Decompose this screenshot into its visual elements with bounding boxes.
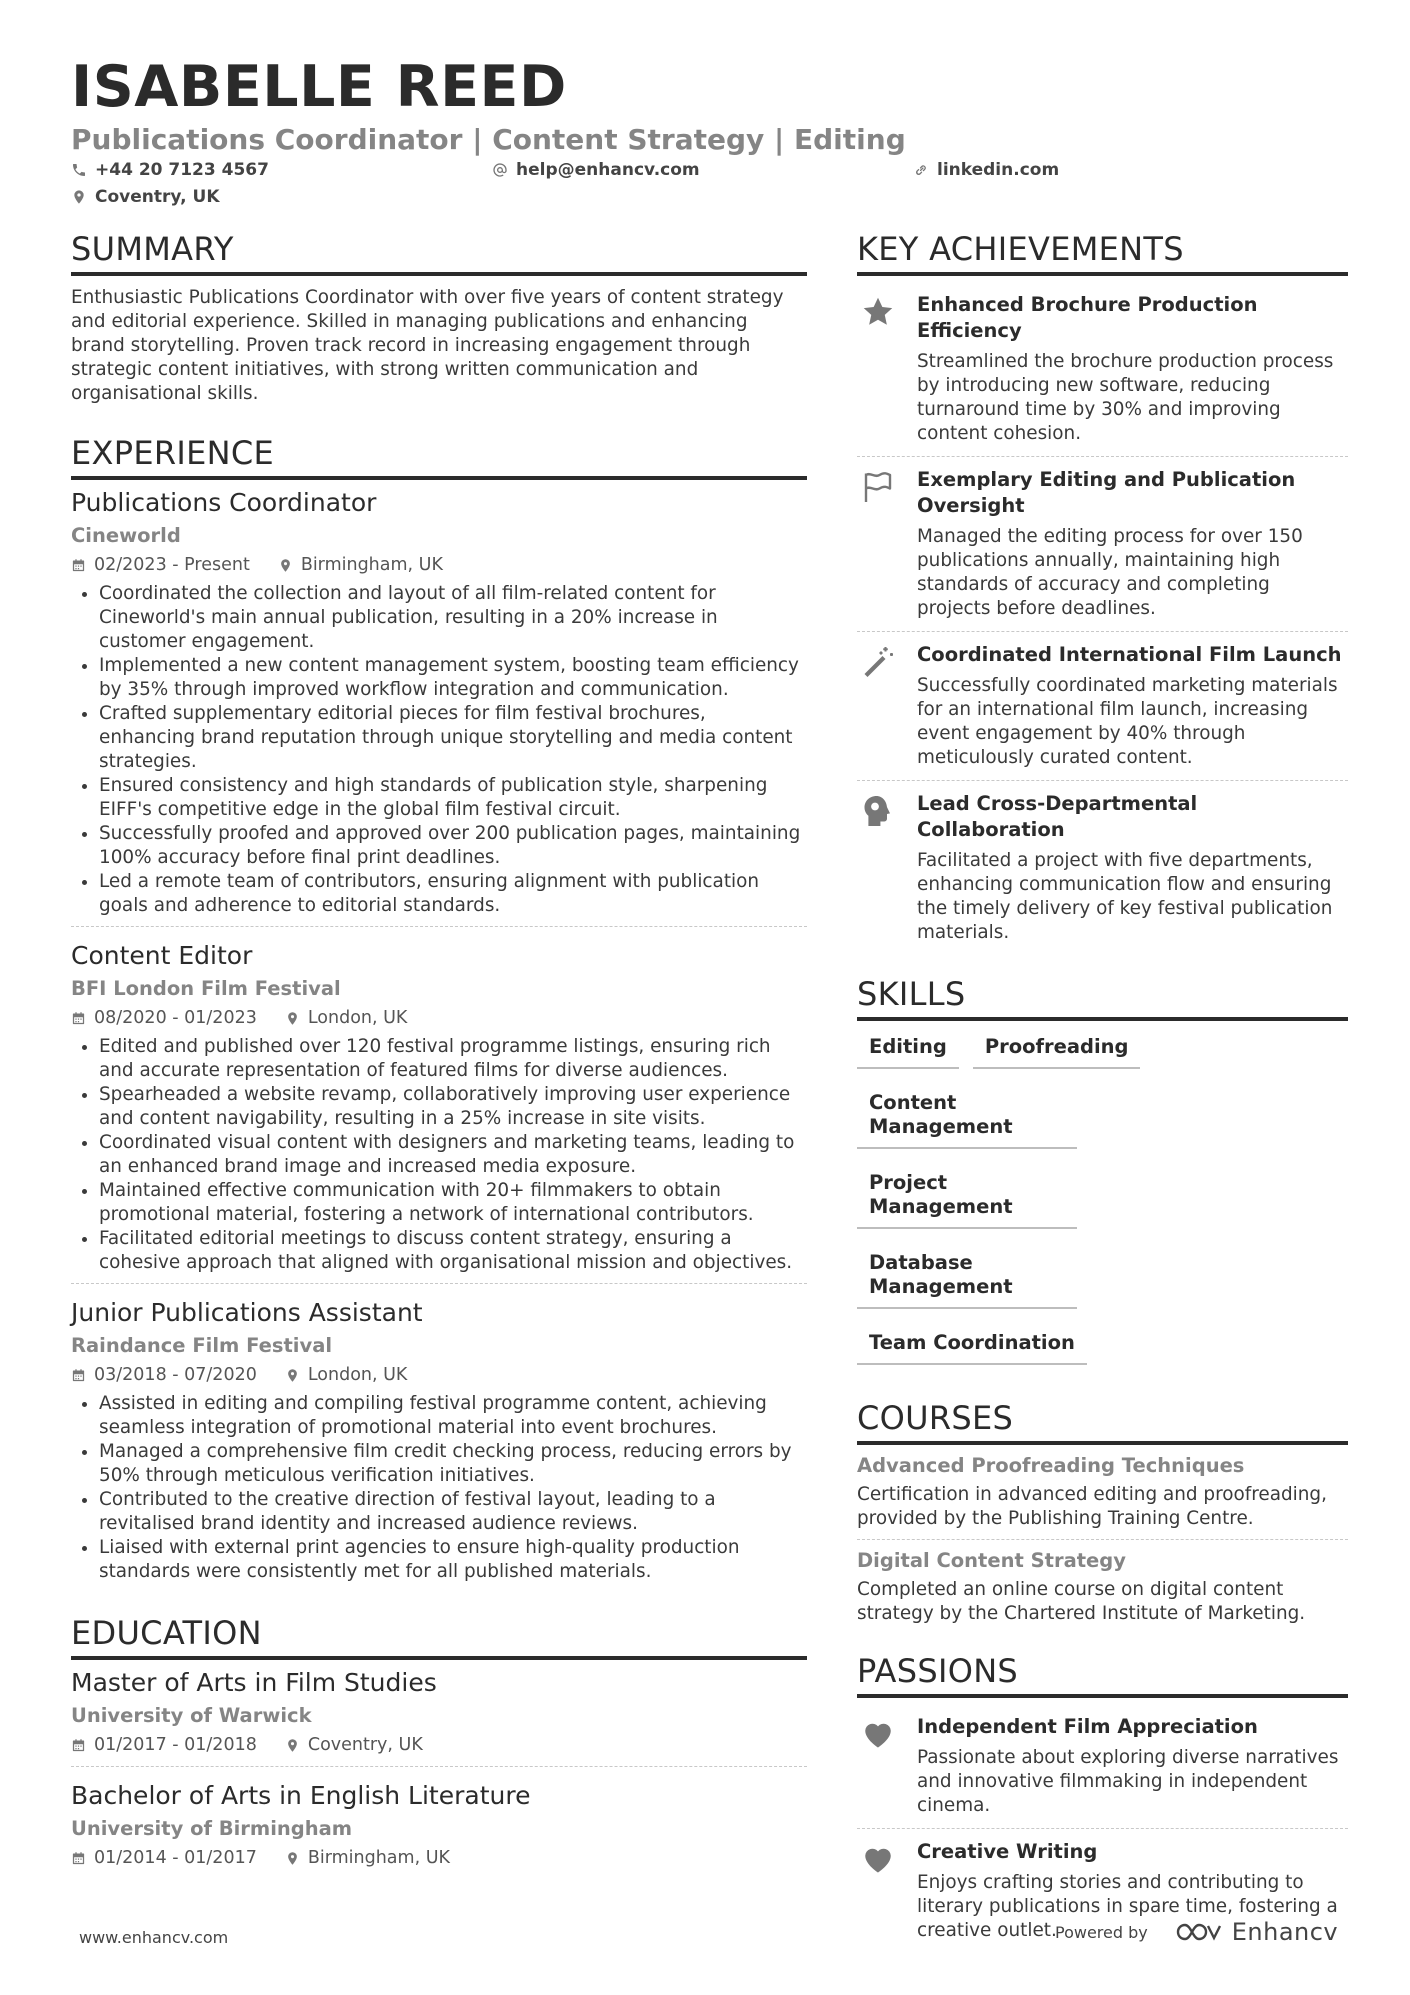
education-entry <box>71 1666 807 1766</box>
passions-section <box>857 1650 1348 1953</box>
job-location: London, UK <box>307 1008 408 1028</box>
skill-tag: Project Management <box>857 1171 1077 1229</box>
passion-title: Creative Writing <box>917 1840 1098 1863</box>
location-pin-icon <box>285 1011 300 1026</box>
education-dates: 01/2014 - 01/2017 <box>94 1848 257 1868</box>
summary-heading: SUMMARY <box>71 228 807 276</box>
bullet-item: • Ensured consistency and high standards of publication style, sharpening EIFF's competitive edge in the global film festival circuit. <box>99 774 807 822</box>
bullet-item: • Facilitated editorial meetings to discuss content strategy, ensuring a cohesive approach that aligned with organisational mission and objectives. <box>99 1227 807 1275</box>
degree: Bachelor of Arts in English Literature <box>71 1781 531 1810</box>
contact-phone <box>71 158 269 182</box>
experience-entry <box>71 486 807 926</box>
bullet-item: • Edited and published over 120 festival programme listings, ensuring rich and accurate representation of featured films for diverse audiences. <box>99 1035 807 1083</box>
education-entry <box>71 1766 807 1879</box>
education-dates: 01/2017 - 01/2018 <box>94 1735 257 1755</box>
contact-location <box>71 185 220 209</box>
job-location: Birmingham, UK <box>300 555 443 575</box>
skill-tag: Proofreading <box>973 1035 1141 1069</box>
course-title: Advanced Proofreading Techniques <box>857 1454 1245 1477</box>
job-meta <box>71 1362 807 1388</box>
job-role: Junior Publications Assistant <box>71 1298 423 1327</box>
footer-branding <box>1055 1918 1338 1946</box>
left-column <box>71 228 807 1879</box>
location-pin-icon <box>71 189 87 205</box>
job-meta <box>71 1005 807 1031</box>
experience-entry <box>71 926 807 1283</box>
skill-tag: Content Management <box>857 1091 1077 1149</box>
passion-desc: Passionate about exploring diverse narratives and innovative filmmaking in independent cinema. <box>917 1747 1339 1816</box>
star-icon <box>860 294 896 330</box>
achievement-desc: Streamlined the brochure production process by introducing new software, reducing turnaround time by 30% and improving content cohesion. <box>917 351 1334 444</box>
link-icon <box>913 162 929 178</box>
bullet-item: • Coordinated visual content with designers and marketing teams, leading to an enhanced brand image and increased media exposure. <box>99 1131 807 1179</box>
course-item <box>857 1539 1348 1634</box>
education-heading: EDUCATION <box>71 1612 807 1660</box>
location-pin-icon <box>285 1851 300 1866</box>
skill-tag: Team Coordination <box>857 1331 1087 1365</box>
brand-logo[interactable] <box>1174 1918 1338 1946</box>
job-company: Cineworld <box>71 524 181 547</box>
job-bullets <box>71 582 807 918</box>
at-icon <box>492 162 508 178</box>
bullet-item: • Successfully proofed and approved over 200 publication pages, maintaining 100% accuracy before final print deadlines. <box>99 822 807 870</box>
job-meta <box>71 552 807 578</box>
achievements-heading: KEY ACHIEVEMENTS <box>857 228 1348 276</box>
achievement-title: Lead Cross-Departmental Collaboration <box>917 792 1198 841</box>
job-role: Content Editor <box>71 941 253 970</box>
heart-icon <box>860 1841 896 1877</box>
bullet-item: • Spearheaded a website revamp, collaboratively improving user experience and content navigability, resulting in a 25% increase in site visits. <box>99 1083 807 1131</box>
achievement-title: Coordinated International Film Launch <box>917 643 1342 666</box>
location-pin-icon <box>285 1368 300 1383</box>
candidate-name: ISABELLE REED <box>71 54 567 120</box>
powered-by-label: Powered by <box>1055 1922 1148 1942</box>
achievement-item <box>857 282 1348 456</box>
courses-section <box>857 1397 1348 1634</box>
job-dates: 08/2020 - 01/2023 <box>94 1008 257 1028</box>
school: University of Warwick <box>71 1704 312 1727</box>
bullet-item: • Maintained effective communication with 20+ filmmakers to obtain promotional material, fostering a network of international contributors. <box>99 1179 807 1227</box>
footer-website[interactable]: www.enhancv.com <box>79 1928 229 1947</box>
contact-email[interactable] <box>492 158 700 182</box>
achievement-title: Enhanced Brochure Production Efficiency <box>917 293 1258 342</box>
passions-heading: PASSIONS <box>857 1650 1348 1698</box>
calendar-icon <box>71 1368 86 1383</box>
skills-heading: SKILLS <box>857 973 1348 1021</box>
education-section <box>71 1612 807 1879</box>
education-meta <box>71 1732 807 1758</box>
course-desc: Completed an online course on digital content strategy by the Chartered Institute of Marketing. <box>857 1579 1306 1624</box>
calendar-icon <box>71 1011 86 1026</box>
contact-linkedin[interactable] <box>913 158 1059 182</box>
enhancv-logo-icon <box>1174 1920 1222 1944</box>
calendar-icon <box>71 558 86 573</box>
experience-entry <box>71 1283 807 1592</box>
job-company: BFI London Film Festival <box>71 977 341 1000</box>
bullet-item: • Liaised with external print agencies to ensure high-quality production standards were consistently met for all published materials. <box>99 1536 807 1584</box>
achievement-item <box>857 456 1348 631</box>
location-pin-icon <box>278 558 293 573</box>
course-desc: Certification in advanced editing and proofreading, provided by the Publishing Training Centre. <box>857 1484 1327 1529</box>
heart-icon <box>860 1716 896 1752</box>
degree: Master of Arts in Film Studies <box>71 1668 437 1697</box>
calendar-icon <box>71 1851 86 1866</box>
summary-section <box>71 228 807 406</box>
skill-tag: Editing <box>857 1035 959 1069</box>
achievement-desc: Facilitated a project with five departments, enhancing communication flow and ensuring the timely delivery of key festival publication materials. <box>917 850 1333 943</box>
flag-icon <box>860 469 896 505</box>
bullet-item: • Crafted supplementary editorial pieces for film festival brochures, enhancing brand reputation through unique storytelling and media content strategies. <box>99 702 807 774</box>
job-dates: 02/2023 - Present <box>94 555 250 575</box>
job-company: Raindance Film Festival <box>71 1334 333 1357</box>
candidate-title: Publications Coordinator | Content Strategy | Editing <box>71 123 906 156</box>
course-item <box>857 1445 1348 1539</box>
location-text: Coventry, UK <box>95 187 220 207</box>
right-column <box>857 228 1348 1953</box>
calendar-icon <box>71 1738 86 1753</box>
linkedin-text: linkedin.com <box>937 160 1060 180</box>
achievement-item <box>857 780 1348 955</box>
job-bullets <box>71 1392 807 1584</box>
email-text: help@enhancv.com <box>516 160 700 180</box>
magic-wand-icon <box>860 644 896 680</box>
education-location: Coventry, UK <box>307 1735 423 1755</box>
achievement-item <box>857 631 1348 780</box>
passion-item <box>857 1704 1348 1828</box>
experience-section <box>71 432 807 1592</box>
achievement-desc: Successfully coordinated marketing materials for an international film launch, increasing event engagement by 40% through meticulously curated content. <box>917 675 1338 768</box>
bullet-item: • Contributed to the creative direction of festival layout, leading to a revitalised brand identity and increased audience reviews. <box>99 1488 807 1536</box>
bullet-item: • Coordinated the collection and layout of all film-related content for Cineworld's main annual publication, resulting in a 20% increase in customer engagement. <box>99 582 807 654</box>
location-pin-icon <box>285 1738 300 1753</box>
courses-heading: COURSES <box>857 1397 1348 1445</box>
job-bullets <box>71 1035 807 1275</box>
bullet-item: • Managed a comprehensive film credit checking process, reducing errors by 50% through meticulous verification initiatives. <box>99 1440 807 1488</box>
education-location: Birmingham, UK <box>307 1848 450 1868</box>
skill-tag: Database Management <box>857 1251 1077 1309</box>
passion-title: Independent Film Appreciation <box>917 1715 1258 1738</box>
bullet-item: • Implemented a new content management system, boosting team efficiency by 35% through improved workflow integration and communication. <box>99 654 807 702</box>
summary-text: Enthusiastic Publications Coordinator with over five years of content strategy and editorial experience. Skilled in managing publications and enhancing brand storytelling. Proven track record in increasing engagement through strategic content initiatives, with strong written communication and organisational skills. <box>71 287 784 404</box>
brand-name: Enhancv <box>1231 1918 1339 1946</box>
school: University of Birmingham <box>71 1817 353 1840</box>
achievement-title: Exemplary Editing and Publication Oversight <box>917 468 1296 517</box>
head-icon <box>860 793 896 829</box>
skills-section <box>857 973 1348 1365</box>
job-role: Publications Coordinator <box>71 488 377 517</box>
achievements-section <box>857 228 1348 955</box>
job-location: London, UK <box>307 1365 408 1385</box>
achievement-desc: Managed the editing process for over 150 publications annually, maintaining high standards of accuracy and completing projects before deadlines. <box>917 526 1303 619</box>
education-meta <box>71 1845 807 1871</box>
bullet-item: • Assisted in editing and compiling festival programme content, achieving seamless integration of promotional material into event brochures. <box>99 1392 807 1440</box>
job-dates: 03/2018 - 07/2020 <box>94 1365 257 1385</box>
experience-heading: EXPERIENCE <box>71 432 807 480</box>
course-title: Digital Content Strategy <box>857 1549 1126 1572</box>
phone-icon <box>71 162 87 178</box>
bullet-item: • Led a remote team of contributors, ensuring alignment with publication goals and adherence to editorial standards. <box>99 870 807 918</box>
phone-text: +44 20 7123 4567 <box>95 160 269 180</box>
passion-desc: Enjoys crafting stories and contributing to literary publications in spare time, fostering a creative outlet. <box>917 1872 1338 1941</box>
